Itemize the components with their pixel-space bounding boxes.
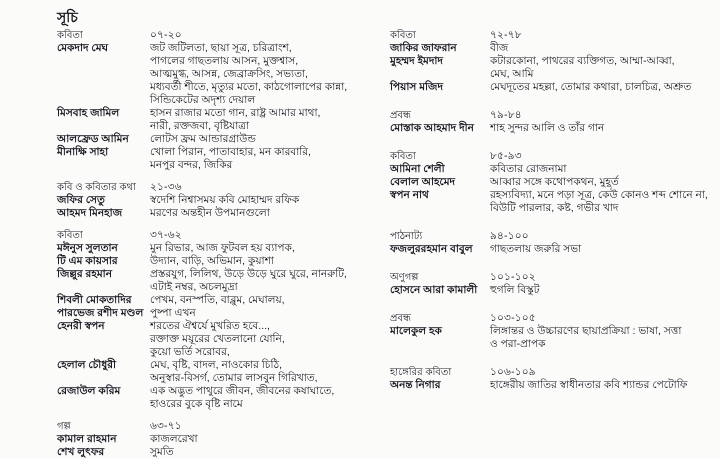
work-list <box>150 255 387 268</box>
work-list <box>490 122 708 135</box>
author-name: টি এম কায়সার <box>57 255 118 267</box>
work-line: জট জটিলতা, ছায়া সূত্র, চরিত্রাংশ, <box>150 42 292 54</box>
author-name: হেলাল চৌধুরী <box>57 359 116 371</box>
work-list <box>150 446 387 459</box>
toc-entry <box>57 146 387 172</box>
author-name: মালেকুল হক <box>390 325 442 337</box>
toc-entry <box>390 122 708 135</box>
work-list <box>490 42 708 55</box>
work-list <box>490 325 708 351</box>
toc-entry <box>390 243 708 256</box>
work-list <box>150 268 387 294</box>
author-name: আহমদ মিনহাজ <box>57 207 123 219</box>
author-name: শিবলী মোকতাদির <box>57 294 132 306</box>
work-line: বীজ <box>490 42 509 54</box>
toc-entry <box>57 385 387 411</box>
work-line: বিউটি পারলার, কষ্ট, গভীর খাদ <box>490 202 619 214</box>
author-name: মঈনুস সুলতান <box>57 242 118 254</box>
toc-entry <box>57 268 387 294</box>
toc-entry <box>57 255 387 268</box>
work-line: মেঘ, বৃষ্টি, বাদল, নাওকোর চিঠি, <box>150 359 282 371</box>
author-name: কামাল রাহমান <box>57 433 117 445</box>
work-line: সিন্ডিকেটের অদৃশ্য দেয়াল <box>150 94 256 106</box>
toc-entry <box>390 379 708 392</box>
work-line: খোলা পিরান, পাতাবাহার, মন কারবারি, <box>150 146 311 158</box>
author-name: মেকদাদ মেঘ <box>57 42 109 54</box>
work-list <box>150 107 387 133</box>
author-name: মিসবাহ জামিল <box>57 107 120 119</box>
toc-section <box>390 230 708 256</box>
toc-entry <box>57 207 387 220</box>
work-list <box>490 243 708 256</box>
section-page-range: ৮৫-৯৩ <box>490 150 522 162</box>
section-head <box>57 29 387 42</box>
work-line: গাছতলায় জরুরি সভা <box>490 243 582 255</box>
section-label: কবিতা <box>390 151 416 162</box>
section-page-range: ১০৬-১০৯ <box>490 366 536 378</box>
work-line: মেঘদূতের মহল্লা, তোমার কথারা, চালচিত্র, অশ্রুত <box>490 81 692 93</box>
work-list <box>490 189 708 215</box>
toc-entry <box>57 320 387 359</box>
author-name: অনন্ত নিগার <box>390 379 441 391</box>
toc-entry <box>390 284 708 297</box>
work-list <box>150 307 387 320</box>
work-list <box>150 294 387 307</box>
toc-entry <box>57 242 387 255</box>
author-name: জিল্লুর রহমান <box>57 268 112 280</box>
work-line: অনুস্বার-বিসর্গ, তোমার লাসবুন গিরিখাত, <box>150 372 318 384</box>
toc-section <box>57 181 387 220</box>
work-line: লোটস ফ্রম আন্ডারগ্রাউন্ড <box>150 133 256 145</box>
toc-entry <box>390 163 708 176</box>
toc-entry <box>57 107 387 133</box>
section-page-range: ৬৩-৭১ <box>150 420 182 432</box>
work-line: কুয়ো ভর্তি সরোবর, <box>150 346 230 358</box>
author-name: হেনরী স্বপন <box>57 320 105 332</box>
work-list <box>490 379 708 392</box>
work-list <box>150 433 387 446</box>
toc-entry <box>390 81 708 94</box>
toc-section <box>57 29 387 172</box>
work-line: স্বদেশি নিশ্বাসময় কবি মোহাম্মদ রফিক <box>150 194 300 206</box>
author-name: পিয়াস মজিদ <box>390 81 443 93</box>
toc-column-right <box>390 29 708 392</box>
toc-section <box>390 366 708 392</box>
work-list <box>150 133 387 146</box>
toc-section <box>390 29 708 94</box>
work-line: এটাই নম্বর, অচলমুদ্রা <box>150 281 238 293</box>
author-name: স্বপন নাথ <box>390 189 429 201</box>
work-line: সুমতি <box>150 446 174 458</box>
toc-entry <box>57 433 387 446</box>
section-page-range: ৭২-৭৮ <box>490 29 522 41</box>
work-list <box>490 81 708 94</box>
work-line: কাজলরেখা <box>150 433 198 445</box>
section-page-range: ০৭-২০ <box>150 29 182 41</box>
toc-section <box>57 229 387 411</box>
work-line: মনপুর বন্দর, জিকির <box>150 159 233 171</box>
author-name: পারভেজ রশীদ মণ্ডল <box>57 307 144 319</box>
section-label: গল্প <box>57 421 71 432</box>
work-line: পাগলের গাছতলায় আসন, মুক্তশ্বাস, <box>150 55 299 67</box>
toc-section <box>390 150 708 215</box>
toc-entry <box>390 176 708 189</box>
work-line: মরণের অন্তহীন উপমানগুলো <box>150 207 270 219</box>
work-line: প্রস্তরযুগ, লিলিথ, উড়ে উড়ে ঘুরে ঘুরে, নানরুটি, <box>150 268 347 280</box>
section-label: প্রবন্ধ <box>390 313 411 324</box>
author-name: রেজাউল করিম <box>57 385 121 397</box>
author-name: মীনাক্ষি সাহা <box>57 146 109 158</box>
toc-entry <box>57 359 387 385</box>
toc-entry <box>57 446 387 459</box>
author-name: বেলাল আহমেদ <box>390 176 456 188</box>
work-line: মুন রিভার, আজ ফুটবল হয় ব্যাপক, <box>150 242 295 254</box>
toc-section <box>57 420 387 459</box>
work-line: শাহ সুন্দর আলি ও তাঁর গান <box>490 122 605 134</box>
work-list <box>150 359 387 385</box>
work-line: রহস্যবিদ্যা, মনে পড়া সূত্র, কেউ কোনও শব্দ শোনে না, <box>490 189 708 201</box>
toc-entry <box>57 133 387 146</box>
section-page-range: ১০১-১০২ <box>490 271 536 283</box>
section-head <box>390 271 708 284</box>
work-line: ও পরা-প্রাপক <box>490 338 546 350</box>
section-head <box>390 29 708 42</box>
work-list <box>150 146 387 172</box>
author-name: জাকির জাফরান <box>390 42 457 54</box>
author-name: মোস্তাক আহমাদ দীন <box>390 122 474 134</box>
author-name: শেখ লুৎফর <box>57 446 105 458</box>
author-name: আলফ্রেড আমিন <box>57 133 129 145</box>
work-line: পেখম, বনস্পতি, বাব্লুম, মেঘালয়, <box>150 294 285 306</box>
toc-entry <box>57 42 387 107</box>
work-list <box>150 194 387 207</box>
work-line: আত্মমুগ্ধ, আসন্ন, জেব্রাক্রসিং, সভ্যতা, <box>150 68 308 80</box>
work-list <box>490 163 708 176</box>
work-line: রক্তাক্ত ময়ূরের খেতলানো যোনি, <box>150 333 285 345</box>
work-list <box>490 55 708 81</box>
section-head <box>57 181 387 194</box>
work-list <box>490 176 708 189</box>
section-label: কবি ও কবিতার কথা <box>57 182 136 193</box>
work-line: কটারকোনা, পাথরের ব্যক্তিগত, আম্মা-আব্বা, <box>490 55 675 67</box>
work-line: হাসন রাজার মতো গান, রাষ্ট্র আমার মাথা, <box>150 107 321 119</box>
toc-column-left <box>57 29 387 459</box>
section-page-range: ৭৯-৮৪ <box>490 109 522 121</box>
section-label: কবিতা <box>57 230 83 241</box>
author-name: হোসনে আরা কামালী <box>390 284 478 296</box>
author-name: জফির সেতু <box>57 194 105 206</box>
section-label: পাঠনাট্য <box>390 231 423 242</box>
section-label: হাঙ্গেরির কবিতা <box>390 367 452 378</box>
section-head <box>390 109 708 122</box>
section-head <box>390 230 708 243</box>
section-head <box>57 420 387 433</box>
toc-section <box>390 109 708 135</box>
work-line: উদ্যান, বাড়ি, অভিমান, কুয়াশা <box>150 255 274 267</box>
work-line: মধ্যবর্তী শীতে, মৃত্যুর মতো, কাঠগোলাপের কান্না, <box>150 81 348 93</box>
section-head <box>57 229 387 242</box>
section-head <box>390 150 708 163</box>
section-label: কবিতা <box>57 30 83 41</box>
work-line: আব্বার সঙ্গে কথোপকথন, মুহূর্ত <box>490 176 619 188</box>
section-label: অণুগল্প <box>390 272 419 283</box>
work-list <box>150 242 387 255</box>
author-name: আমিনা শেলী <box>390 163 445 175</box>
section-page-range: ৯৪-১০০ <box>490 230 529 242</box>
work-line: এক অদ্ভুত পাথুরে জীবন, জীবনের কষাঘাতে, <box>150 385 335 397</box>
section-label: কবিতা <box>390 30 416 41</box>
toc-section <box>390 271 708 297</box>
work-line: পুষ্পা এখন <box>150 307 196 319</box>
toc-entry <box>390 55 708 81</box>
work-list <box>150 320 387 359</box>
work-line: লিঙ্গান্তর ও উচ্চারণের ছায়াপ্রক্রিয়া : ভাষা, সত্তা <box>490 325 682 337</box>
toc-entry <box>57 194 387 207</box>
section-page-range: ৩৭-৬২ <box>150 229 182 241</box>
section-page-range: ২১-৩৬ <box>150 181 182 193</box>
work-line: শরতের ঐশ্বর্যে মুখরিত হবে..., <box>150 320 270 332</box>
work-line: হাওরের বুকে বৃষ্টি নামে <box>150 398 243 410</box>
work-line: হাঙ্গেরীয় জাতির স্বাধীনতার কবি শ্যান্ডর পেটোফি <box>490 379 688 391</box>
work-list <box>150 207 387 220</box>
work-line: হুগলি বিস্কুট <box>490 284 540 296</box>
toc-entry <box>390 42 708 55</box>
author-name: মুহম্মদ ইমদাদ <box>390 55 443 67</box>
toc-entry <box>390 325 708 351</box>
work-line: নারী, রক্তজবা, বৃষ্টিযাত্রা <box>150 120 250 132</box>
author-name: ফজলুররহমান বাবুল <box>390 243 473 255</box>
section-head <box>390 312 708 325</box>
work-list <box>150 42 387 107</box>
work-line: মেঘ, আমি <box>490 68 534 80</box>
section-label: প্রবন্ধ <box>390 110 411 121</box>
work-list <box>150 385 387 411</box>
section-page-range: ১০৩-১০৫ <box>490 312 536 324</box>
work-list <box>490 284 708 297</box>
toc-entry <box>57 294 387 307</box>
toc-entry <box>57 307 387 320</box>
page-title: সূচি <box>57 9 78 25</box>
work-line: কবিতার রোজনামা <box>490 163 567 175</box>
toc-section <box>390 312 708 351</box>
toc-entry <box>390 189 708 215</box>
section-head <box>390 366 708 379</box>
